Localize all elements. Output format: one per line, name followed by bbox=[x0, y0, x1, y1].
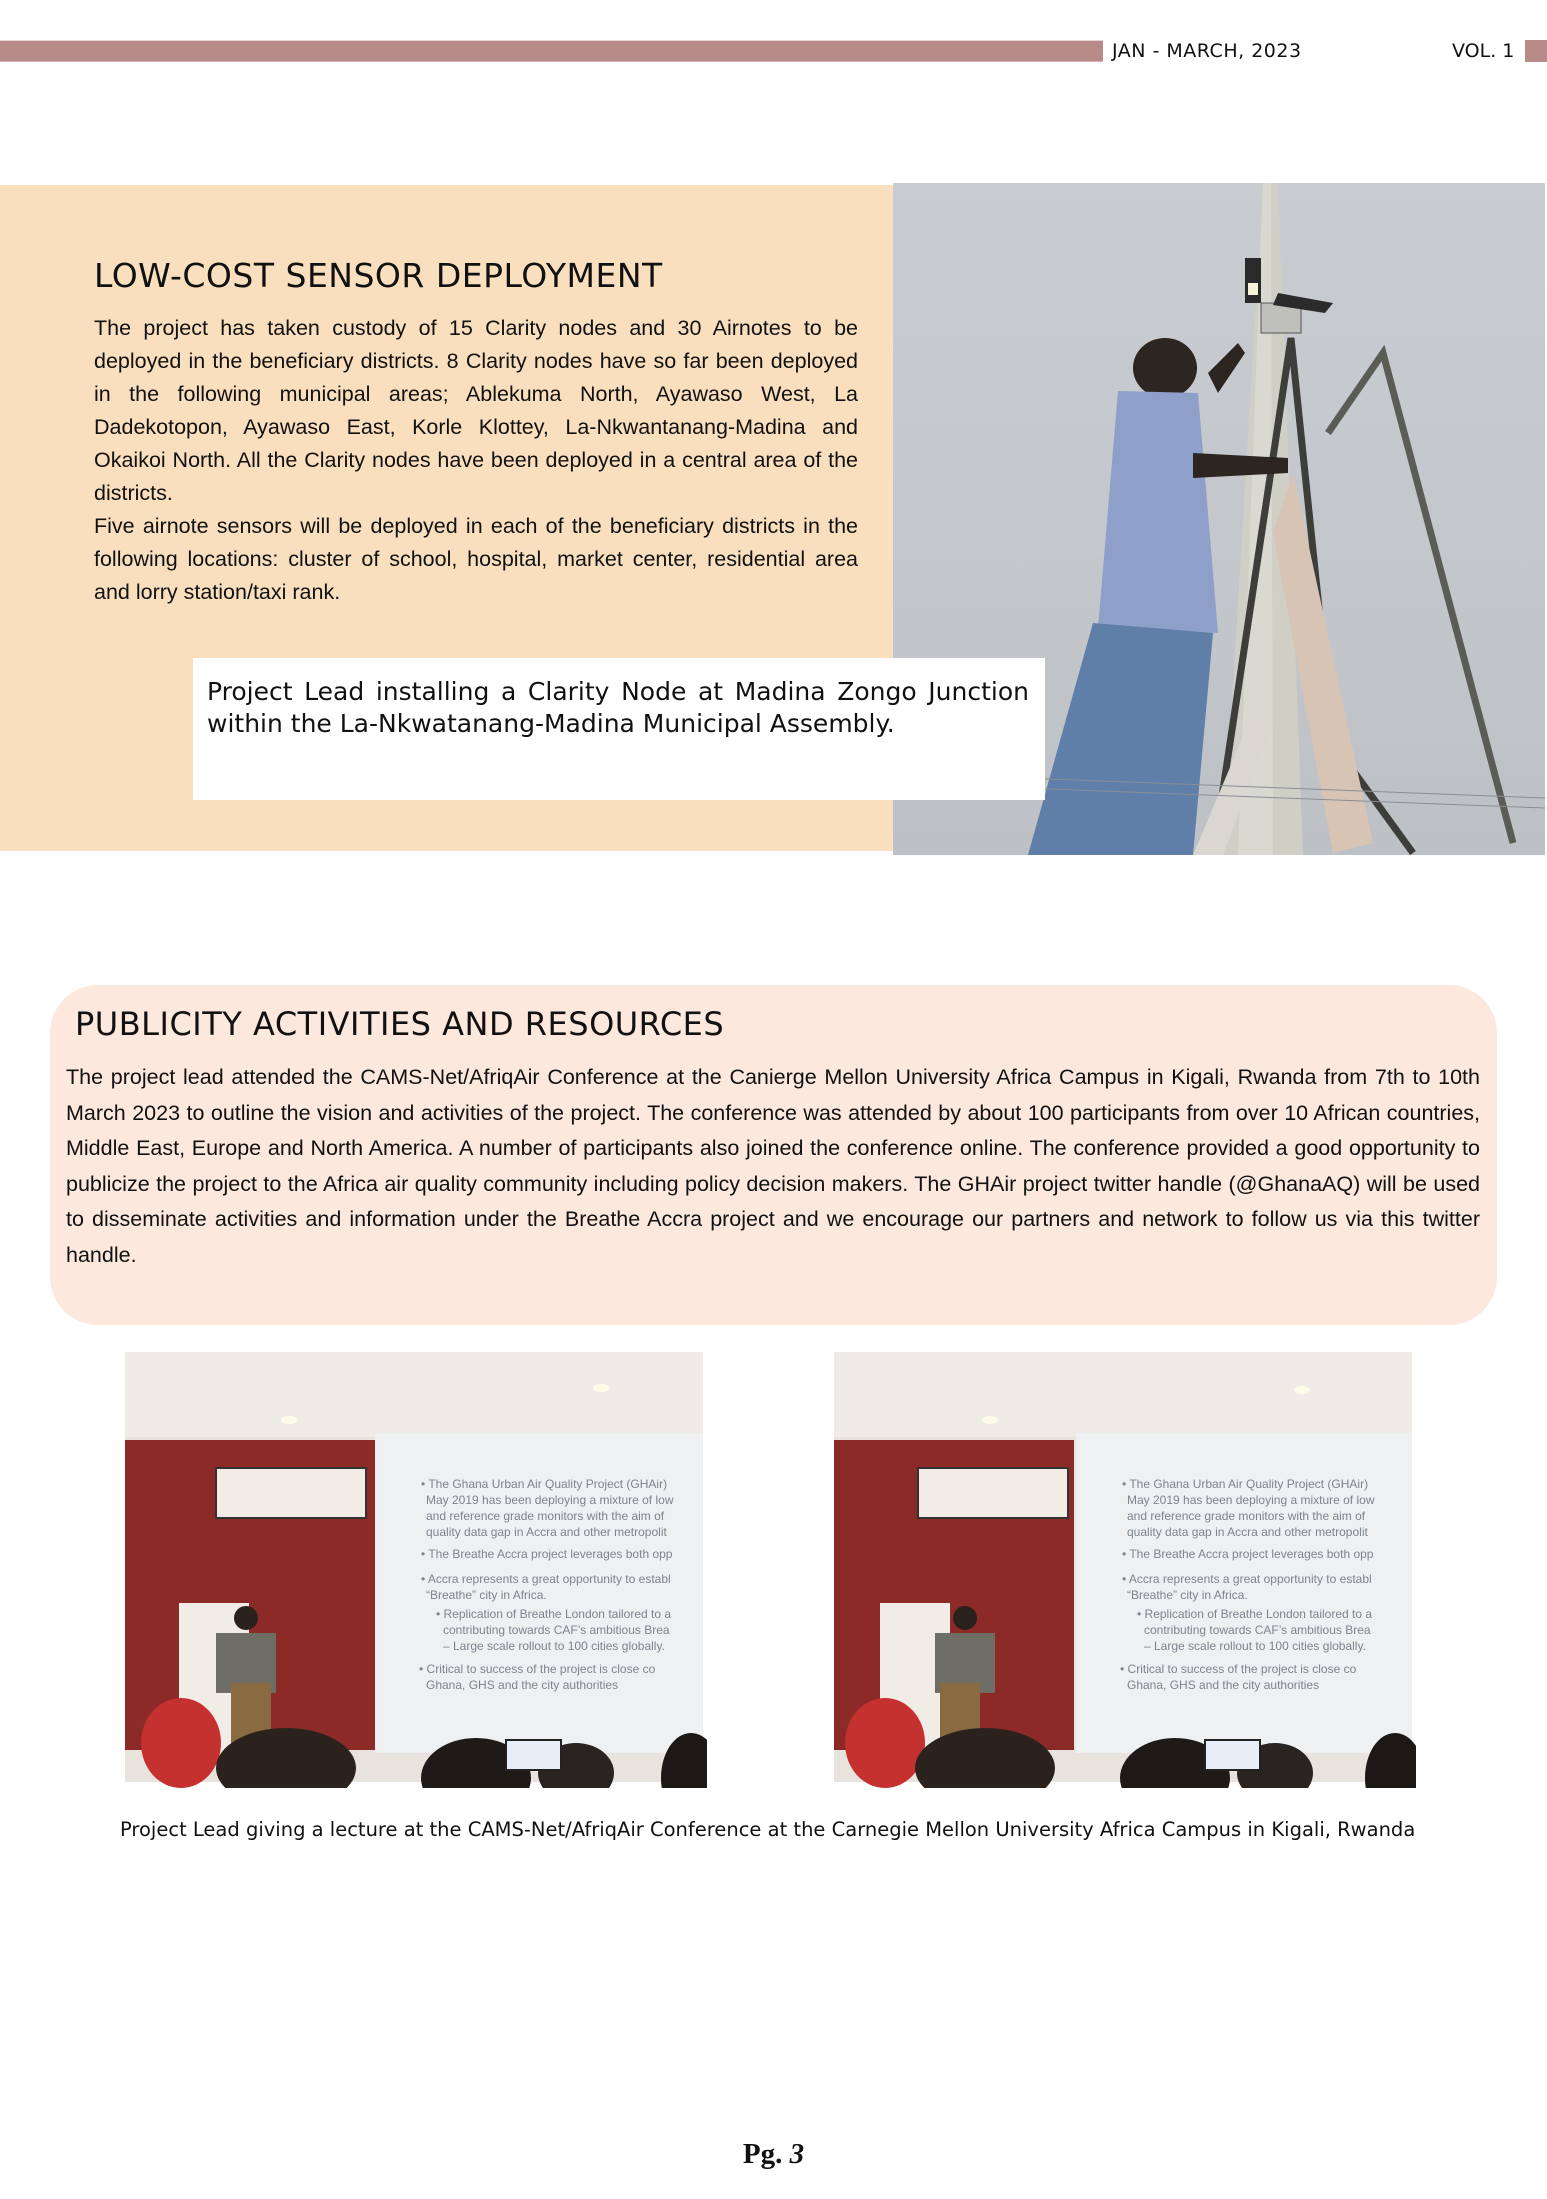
lamp-glow bbox=[1248, 283, 1258, 295]
publicity-body: The project lead attended the CAMS-Net/AfriqAir Conference at the Canierge Mellon University Africa Campus in Kigali, Rwanda from 7th to 10th March 2023 to outline the vision and activities of the project. The conference was attended by about 100 participants from over 10 African countries, Middle East, Europe and North America. A number of participants also joined the conference online. The conference provided a good opportunity to publicize the project to the Africa air quality community including policy decision makers. The GHAir project twitter handle (@GhanaAQ) will be used to disseminate activities and information under the Breathe Accra project and we encourage our partners and network to follow us via this twitter handle. bbox=[66, 1065, 1480, 1267]
photo-conference-lecture-1 bbox=[121, 1348, 707, 1788]
ceiling bbox=[834, 1352, 1412, 1437]
slide-line: Ghana, GHS and the city authorities bbox=[426, 1678, 619, 1692]
ceiling bbox=[125, 1352, 703, 1437]
page-number-prefix: Pg. bbox=[742, 2138, 783, 2170]
sensor-paragraph-2: Five airnote sensors will be deployed in each of the beneficiary districts in the following locations: cluster of school, hospital, market center, residential area and lorry station/taxi rank. bbox=[94, 514, 858, 604]
slide-line: • Accra represents a great opportunity to establ bbox=[421, 1572, 671, 1586]
slide-line: Ghana, GHS and the city authorities bbox=[1127, 1678, 1320, 1692]
lamp-icon bbox=[1245, 258, 1261, 303]
slide-line: contributing towards CAF’s ambitious Brea bbox=[443, 1623, 670, 1637]
window bbox=[918, 1468, 1068, 1518]
speaker-head bbox=[953, 1606, 977, 1630]
slide-line: and reference grade monitors with the aim of bbox=[426, 1509, 665, 1523]
slide-line: • The Ghana Urban Air Quality Project (GHAir) bbox=[421, 1477, 668, 1491]
issue-date-range: JAN - MARCH, 2023 bbox=[1112, 40, 1302, 62]
header-accent-block bbox=[1525, 40, 1547, 62]
issue-volume: VOL. 1 bbox=[1452, 40, 1515, 62]
slide-line: • Accra represents a great opportunity to establ bbox=[1122, 1572, 1372, 1586]
publicity-title: PUBLICITY ACTIVITIES AND RESOURCES bbox=[75, 1005, 725, 1043]
sensor-paragraph-1: The project has taken custody of 15 Clarity nodes and 30 Airnotes to be deployed in the beneficiary districts. 8 Clarity nodes have so far been deployed in the following municipal areas; Ablekuma North, Ayawaso West, La Dadekotopon, Ayawaso East, Korle Klottey, La-Nkwantanang-Madina and Okaikoi North. All the Clarity nodes have been deployed in a central area of the districts. bbox=[94, 316, 858, 505]
installation-photo-caption: Project Lead installing a Clarity Node at Madina Zongo Junction within the La-Nkwatanang-Madina Municipal Assembly. bbox=[193, 658, 1045, 800]
person-shirt bbox=[1098, 391, 1218, 633]
slide-line: “Breathe” city in Africa. bbox=[1127, 1588, 1248, 1602]
slide-line: quality data gap in Accra and other metropolit bbox=[1127, 1525, 1368, 1539]
slide-line: “Breathe” city in Africa. bbox=[426, 1588, 547, 1602]
slide-line: quality data gap in Accra and other metropolit bbox=[426, 1525, 667, 1539]
slide-line: – Large scale rollout to 100 cities globally. bbox=[1144, 1639, 1366, 1653]
slide-line: • The Ghana Urban Air Quality Project (GHAir) bbox=[1122, 1477, 1369, 1491]
slide-line: May 2019 has been deploying a mixture of low bbox=[1127, 1493, 1375, 1507]
ceiling-light-icon bbox=[281, 1416, 297, 1424]
slide-line: and reference grade monitors with the aim of bbox=[1127, 1509, 1366, 1523]
page-number-value: 3 bbox=[789, 2138, 805, 2170]
speaker-head bbox=[234, 1606, 258, 1630]
slide-line: • Replication of Breathe London tailored to a bbox=[1137, 1607, 1373, 1621]
ceiling-light-icon bbox=[1294, 1386, 1310, 1394]
ceiling-light-icon bbox=[593, 1384, 609, 1392]
person-raised-arm bbox=[1208, 343, 1245, 393]
page-number bbox=[0, 2138, 1547, 2171]
photo-conference-lecture-2 bbox=[830, 1348, 1416, 1788]
slide-line: – Large scale rollout to 100 cities globally. bbox=[443, 1639, 665, 1653]
ceiling-light-icon bbox=[982, 1416, 998, 1424]
laptop-icon bbox=[1205, 1740, 1260, 1770]
audience-member bbox=[845, 1698, 925, 1788]
slide-line: contributing towards CAF’s ambitious Brea bbox=[1144, 1623, 1371, 1637]
header-accent-bar bbox=[0, 40, 1103, 62]
slide-line: • Critical to success of the project is close co bbox=[419, 1662, 656, 1676]
slide-line: • Critical to success of the project is close co bbox=[1120, 1662, 1357, 1676]
slide-line: May 2019 has been deploying a mixture of low bbox=[426, 1493, 674, 1507]
conference-photos-caption: Project Lead giving a lecture at the CAMS-Net/AfriqAir Conference at the Carnegie Mellon University Africa Campus in Kigali, Rwanda bbox=[120, 1818, 1416, 1841]
sensor-deployment-title: LOW-COST SENSOR DEPLOYMENT bbox=[94, 256, 663, 295]
audience-member bbox=[141, 1698, 221, 1788]
slide-line: • The Breathe Accra project leverages both opp bbox=[1122, 1547, 1374, 1561]
person-jeans bbox=[1028, 623, 1213, 855]
laptop-icon bbox=[506, 1740, 561, 1770]
sensor-deployment-body bbox=[94, 312, 858, 609]
window bbox=[216, 1468, 366, 1518]
slide-line: • The Breathe Accra project leverages both opp bbox=[421, 1547, 673, 1561]
slide-line: • Replication of Breathe London tailored to a bbox=[436, 1607, 672, 1621]
person-head bbox=[1133, 338, 1197, 398]
